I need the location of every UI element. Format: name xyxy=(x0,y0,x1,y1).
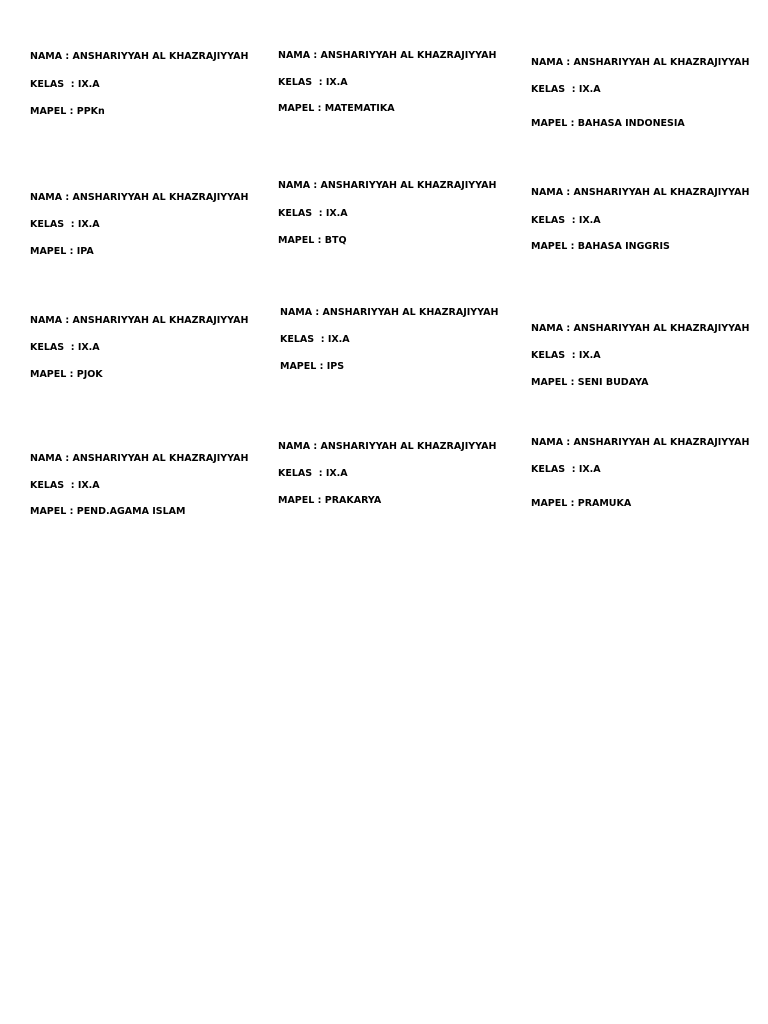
label-nama: NAMA : ANSHARIYYAH AL KHAZRAJIYYAH xyxy=(30,453,249,464)
label-nama: NAMA : ANSHARIYYAH AL KHAZRAJIYYAH xyxy=(30,192,249,203)
label-kelas: KELAS : IX.A xyxy=(278,208,348,219)
label-nama: NAMA : ANSHARIYYAH AL KHAZRAJIYYAH xyxy=(531,437,750,448)
label-nama: NAMA : ANSHARIYYAH AL KHAZRAJIYYAH xyxy=(30,315,249,326)
label-mapel: MAPEL : PPKn xyxy=(30,106,105,117)
label-kelas: KELAS : IX.A xyxy=(30,342,100,353)
label-mapel: MAPEL : BAHASA INGGRIS xyxy=(531,241,670,252)
label-mapel: MAPEL : PRAMUKA xyxy=(531,498,632,509)
label-nama: NAMA : ANSHARIYYAH AL KHAZRAJIYYAH xyxy=(278,180,497,191)
label-nama: NAMA : ANSHARIYYAH AL KHAZRAJIYYAH xyxy=(278,50,497,61)
label-kelas: KELAS : IX.A xyxy=(30,79,100,90)
label-mapel: MAPEL : IPA xyxy=(30,246,94,257)
label-nama: NAMA : ANSHARIYYAH AL KHAZRAJIYYAH xyxy=(30,51,249,62)
label-kelas: KELAS : IX.A xyxy=(30,480,100,491)
label-nama: NAMA : ANSHARIYYAH AL KHAZRAJIYYAH xyxy=(278,441,497,452)
label-kelas: KELAS : IX.A xyxy=(531,215,601,226)
label-kelas: KELAS : IX.A xyxy=(531,350,601,361)
label-kelas: KELAS : IX.A xyxy=(278,468,348,479)
label-kelas: KELAS : IX.A xyxy=(280,334,350,345)
label-kelas: KELAS : IX.A xyxy=(30,219,100,230)
label-nama: NAMA : ANSHARIYYAH AL KHAZRAJIYYAH xyxy=(280,307,499,318)
label-nama: NAMA : ANSHARIYYAH AL KHAZRAJIYYAH xyxy=(531,187,750,198)
label-mapel: MAPEL : BAHASA INDONESIA xyxy=(531,118,685,129)
label-mapel: MAPEL : IPS xyxy=(280,361,345,372)
label-kelas: KELAS : IX.A xyxy=(278,77,348,88)
label-mapel: MAPEL : PRAKARYA xyxy=(278,495,382,506)
label-nama: NAMA : ANSHARIYYAH AL KHAZRAJIYYAH xyxy=(531,323,750,334)
label-mapel: MAPEL : MATEMATIKA xyxy=(278,103,395,114)
label-kelas: KELAS : IX.A xyxy=(531,84,601,95)
label-nama: NAMA : ANSHARIYYAH AL KHAZRAJIYYAH xyxy=(531,57,750,68)
label-mapel: MAPEL : PEND.AGAMA ISLAM xyxy=(30,506,186,517)
label-mapel: MAPEL : BTQ xyxy=(278,235,347,246)
label-mapel: MAPEL : PJOK xyxy=(30,369,103,380)
label-mapel: MAPEL : SENI BUDAYA xyxy=(531,377,649,388)
label-kelas: KELAS : IX.A xyxy=(531,464,601,475)
